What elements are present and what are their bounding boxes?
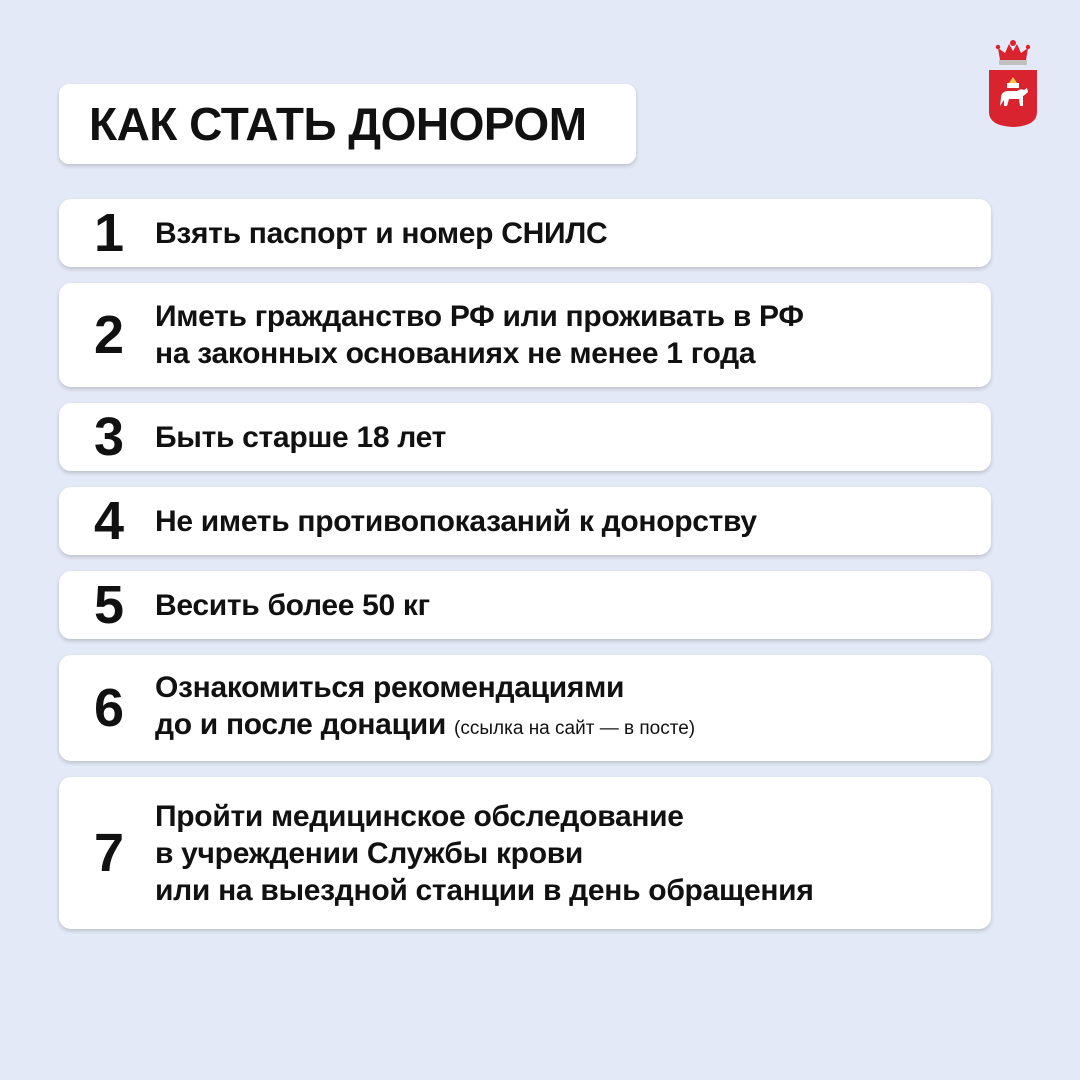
- step-line: Иметь гражданство РФ или проживать в РФ: [155, 300, 804, 333]
- step-number: 2: [93, 305, 125, 365]
- link-note: (ссылка на сайт — в посте): [454, 718, 696, 739]
- step-line: Не иметь противопоказаний к донорству: [155, 504, 757, 538]
- step-line: Пройти медицинское обследование: [155, 799, 684, 833]
- step-number: 4: [93, 491, 125, 551]
- step-text: [155, 655, 971, 761]
- step-card: [59, 655, 991, 761]
- page-title: КАК СТАТЬ ДОНОРОМ: [89, 98, 587, 150]
- step-card: [59, 199, 991, 267]
- step-line: Весить более 50 кг: [155, 588, 430, 622]
- step-line: в учреждении Службы крови: [155, 836, 584, 870]
- step-line: Взять паспорт и номер СНИЛС: [155, 216, 608, 250]
- step-line: или на выездной станции в день обращения: [155, 873, 814, 907]
- step-card: [59, 403, 991, 471]
- step-text: [155, 571, 971, 639]
- step-line: на законных основаниях не менее 1 года: [155, 337, 756, 370]
- step-number: 3: [93, 407, 125, 467]
- step-card: [59, 487, 991, 555]
- step-number: 1: [93, 203, 125, 263]
- step-card: [59, 571, 991, 639]
- title-card: [59, 84, 636, 164]
- step-line: до и после донации: [155, 708, 446, 741]
- step-line: Быть старше 18 лет: [155, 420, 447, 454]
- step-number: 7: [93, 823, 125, 883]
- step-text: [155, 199, 971, 267]
- step-line: Ознакомиться рекомендациями: [155, 671, 625, 704]
- perm-krai-coat-of-arms-icon: [987, 38, 1039, 128]
- step-text: [155, 777, 971, 929]
- step-card: [59, 283, 991, 387]
- step-text: [155, 403, 971, 471]
- step-text: [155, 283, 971, 387]
- step-line-with-note: [155, 706, 971, 747]
- step-text: [155, 487, 971, 555]
- step-number: 5: [93, 575, 125, 635]
- step-number: 6: [93, 678, 125, 738]
- step-card: [59, 777, 991, 929]
